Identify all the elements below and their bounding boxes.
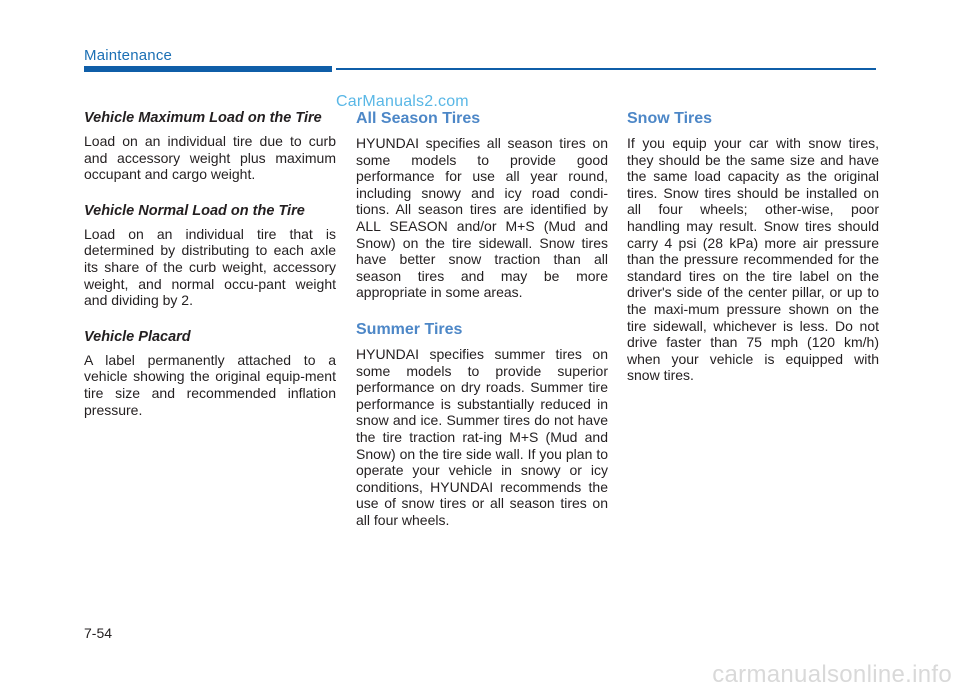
watermark-top: CarManuals2.com xyxy=(336,93,469,110)
paragraph-placard: A label permanently attached to a vehicle showing the original equip-ment tire size and recommended inflation pressure. xyxy=(84,351,336,418)
subheading-normal-load: Vehicle Normal Load on the Tire xyxy=(84,202,305,219)
header-rule-thin xyxy=(336,68,876,70)
watermark-bottom: carmanualsonline.info xyxy=(712,661,952,688)
heading-snow-tires: Snow Tires xyxy=(627,110,713,127)
header-rule-thick xyxy=(84,66,332,72)
column-left xyxy=(84,110,336,438)
column-right xyxy=(627,110,879,404)
paragraph-all-season-tires: HYUNDAI specifies all season tires on some models to provide good performance for use all year round, including snowy and icy road condi-tions. All season tires are identified by ALL SEASON and/or M+S (Mud and Snow) on the tire sidewall. Snow tires have better snow traction than all season tires and may be more appropriate in some areas. xyxy=(356,135,608,301)
paragraph-max-load: Load on an individual tire due to curb and accessory weight plus maximum occupant and cargo weight. xyxy=(84,133,336,183)
heading-summer-tires: Summer Tires xyxy=(356,320,463,338)
page-number: 7-54 xyxy=(84,625,113,641)
column-middle xyxy=(356,110,608,548)
paragraph-normal-load: Load on an individual tire that is determined by distributing to each axle its share of the curb weight, accessory weight, and normal occu-pant weight and dividing by 2. xyxy=(84,225,336,309)
subheading-placard: Vehicle Placard xyxy=(84,328,191,345)
paragraph-snow-tires: If you equip your car with snow tires, they should be the same size and have the same load capacity as the original tires. Snow tires should be installed on all four wheels; other-wise, poor handling may result. Snow tires should carry 4 psi (28 kPa) more air pressure than the pressure recommended for the standard tires on the tire label on the driver's side of the center pillar, or up to the maxi-mum pressure shown on the tire sidewall, whichever is less. Do not drive faster than 75 mph (120 km/h) when your vehicle is equipped with snow tires. xyxy=(627,135,879,384)
subheading-max-load: Vehicle Maximum Load on the Tire xyxy=(84,110,322,126)
section-header-title: Maintenance xyxy=(84,47,173,64)
paragraph-summer-tires: HYUNDAI specifies summer tires on some models to provide superior performance on dry roads. Summer tire performance is substantially reduced in snow and ice. Summer tires do not have the tire traction rat-ing M+S (Mud and Snow) on the tire side wall. If you plan to operate your vehicle in snowy or icy conditions, HYUNDAI recommends the use of snow tires or all season tires on all four wheels. xyxy=(356,345,608,528)
heading-all-season-tires: All Season Tires xyxy=(356,110,481,127)
